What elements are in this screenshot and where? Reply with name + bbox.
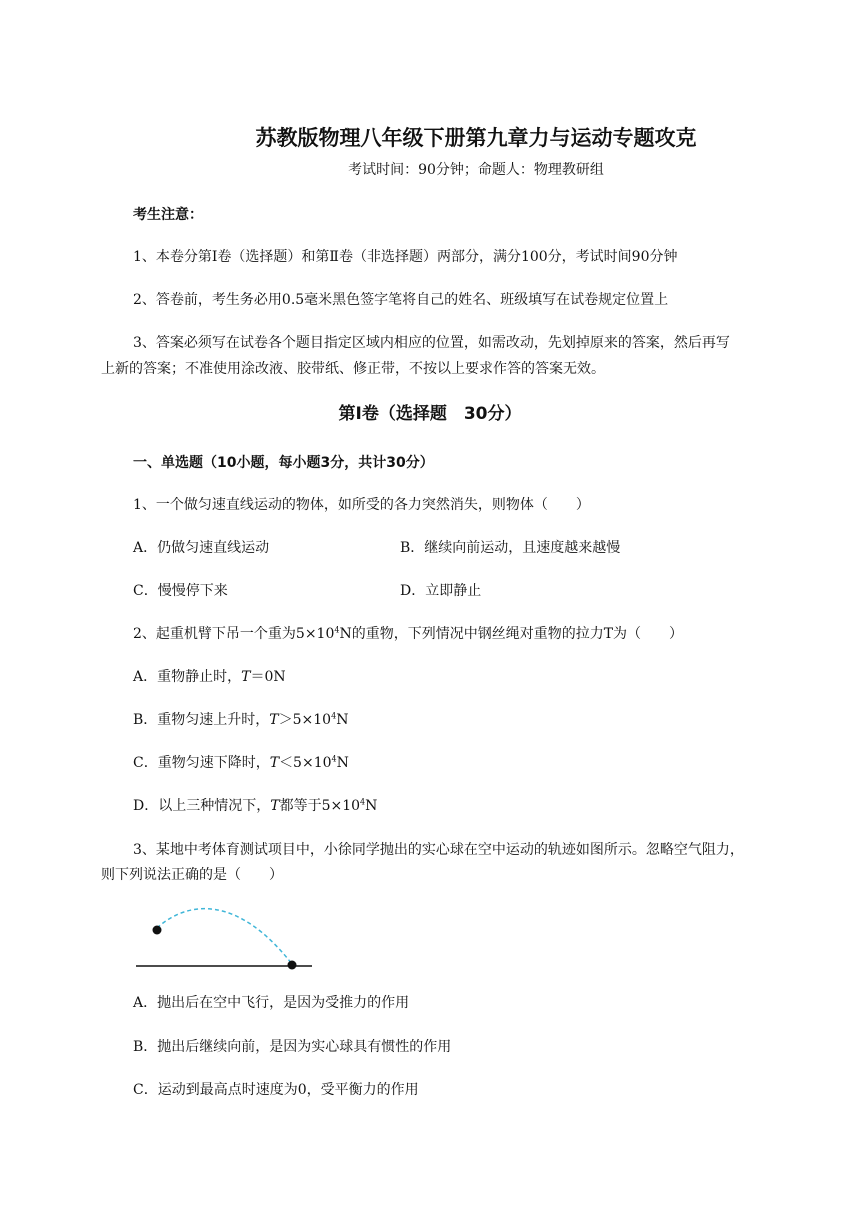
question-2-stem: 2、起重机臂下吊一个重为$5\times 10^4N$的重物，下列情况中钢丝绳对重物的拉力T为（ ） [133, 625, 684, 642]
ball-landing [288, 961, 297, 970]
question-2-option-d: D．以上三种情况下，T都等于$5\times 10^4N$ [133, 797, 378, 814]
question-1-option-a: A．仍做匀速直线运动 [133, 540, 270, 556]
question-3-stem-line-2: 则下列说法正确的是（ ） [101, 867, 283, 883]
question-2-option-c: C．重物匀速下降时，$T<5\times 10^4N$ [133, 754, 349, 771]
question-1-option-c: C．慢慢停下来 [133, 583, 228, 599]
notice-heading: 考生注意： [133, 207, 203, 223]
notice-item-3: 3、答案必须写在试卷各个题目指定区域内相应的位置，如需改动，先划掉原来的答案，然后再写 [133, 335, 730, 351]
question-1-option-d: D．立即静止 [400, 583, 482, 599]
notice-item-3-cont: 上新的答案；不准使用涂改液、胶带纸、修正带，不按以上要求作答的答案无效。 [101, 361, 605, 377]
question-3-stem-line-1: 3、某地中考体育测试项目中，小徐同学抛出的实心球在空中运动的轨迹如图所示。忽略空气阻力， [133, 842, 744, 858]
question-3-option-b: B．抛出后继续向前，是因为实心球具有惯性的作用 [133, 1039, 452, 1055]
question-3-option-a: A．抛出后在空中飞行，是因为受推力的作用 [133, 995, 410, 1011]
trajectory-path [157, 909, 292, 964]
trajectory-figure [128, 900, 328, 978]
notice-item-2: 2、答卷前，考生务必用0.5毫米黑色签字笔将自己的姓名、班级填写在试卷规定位置上 [133, 292, 669, 308]
part-heading: 一、单选题（10小题，每小题3分，共计30分） [133, 455, 434, 471]
question-2-option-b: B．重物匀速上升时，$T>5\times 10^4N$ [133, 711, 349, 728]
section-title: 第Ⅰ卷（选择题 30分） [338, 404, 522, 424]
question-2-option-a: A．重物静止时，T＝0N [133, 669, 286, 685]
exam-title: 苏教版物理八年级下册第九章力与运动专题攻克 [255, 126, 697, 150]
notice-item-1: 1、本卷分第Ⅰ卷（选择题）和第Ⅱ卷（非选择题）两部分，满分100分，考试时间90分钟 [133, 249, 678, 265]
question-1-stem: 1、一个做匀速直线运动的物体，如所受的各力突然消失，则物体（ ） [133, 497, 590, 513]
question-3-option-c: C．运动到最高点时速度为0，受平衡力的作用 [133, 1082, 419, 1098]
question-1-option-b: B．继续向前运动，且速度越来越慢 [400, 540, 621, 556]
ball-start [153, 926, 162, 935]
exam-subtitle: 考试时间：90分钟；命题人：物理教研组 [348, 162, 604, 178]
